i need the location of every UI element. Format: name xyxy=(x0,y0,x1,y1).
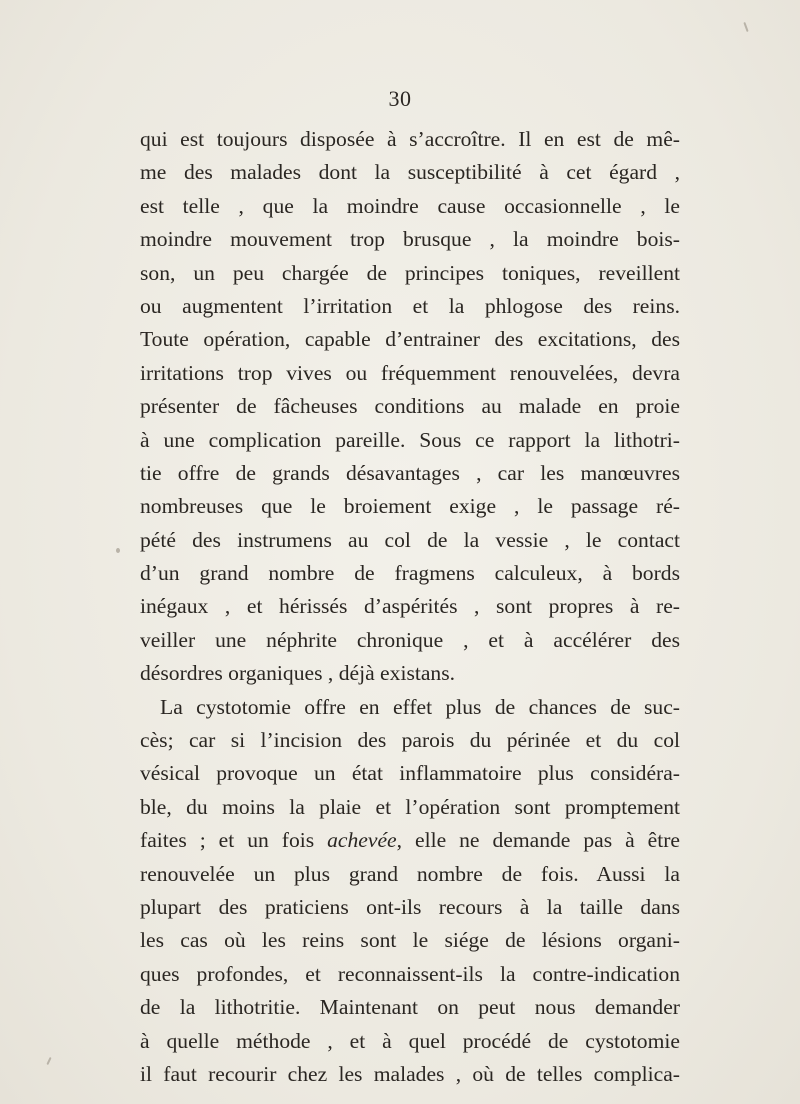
text-line: à une complication pareille. Sous ce rapport la lithotri- xyxy=(140,427,680,452)
paper-speck xyxy=(116,548,120,553)
text-line: moindre mouvement trop brusque , la moindre bois- xyxy=(140,227,680,252)
text-line: plupart des praticiens ont-ils recours à la taille dans xyxy=(140,894,680,919)
text-line: les cas où les reins sont le siége de lésions organi- xyxy=(140,928,680,953)
text-line: inégaux , et hérissés d’aspérités , sont propres à re- xyxy=(140,594,680,619)
italic-word: achevée xyxy=(327,828,397,853)
text-line: irritations trop vives ou fréquemment renouvelées, devra xyxy=(140,360,680,385)
text-line: pété des instrumens au col de la vessie , le contact xyxy=(140,527,680,552)
line-start: faites ; et un fois xyxy=(140,828,315,853)
text-line: tie offre de grands désavantages , car les manœuvres xyxy=(140,460,680,485)
text-line: désordres organiques , déjà existans. xyxy=(140,661,456,686)
body-text xyxy=(140,123,680,1091)
text-line: ques profondes, et reconnaissent-ils la contre-indication xyxy=(140,961,680,986)
text-line: nombreuses que le broiement exige , le passage ré- xyxy=(140,494,680,519)
text-line: d’un grand nombre de fragmens calculeux, à bords xyxy=(140,561,680,586)
text-line: est telle , que la moindre cause occasionnelle , le xyxy=(140,193,680,218)
paragraph-start-line: La cystotomie offre en effet plus de chances de suc- xyxy=(160,694,680,719)
text-line: veiller une néphrite chronique , et à accélérer des xyxy=(140,627,680,652)
text-line: à quelle méthode , et à quel procédé de cystotomie xyxy=(140,1028,680,1053)
text-line: présenter de fâcheuses conditions au malade en proie xyxy=(140,394,680,419)
page-number: 30 xyxy=(388,86,412,111)
line-end: , elle ne demande pas à être xyxy=(396,828,680,853)
text-line: renouvelée un plus grand nombre de fois. Aussi la xyxy=(140,861,680,886)
text-line: Toute opération, capable d’entrainer des excitations, des xyxy=(140,327,680,352)
paper-speck xyxy=(46,1057,51,1065)
text-line: cès; car si l’incision des parois du périnée et du col xyxy=(140,728,680,753)
text-line: me des malades dont la susceptibilité à cet égard , xyxy=(140,160,680,185)
text-line: son, un peu chargée de principes toniques, reveillent xyxy=(140,260,680,285)
text-line-with-italic xyxy=(140,824,680,857)
text-line: qui est toujours disposée à s’accroître. Il en est de mê- xyxy=(140,127,680,151)
text-line: de la lithotritie. Maintenant on peut nous demander xyxy=(140,995,680,1020)
text-line: ou augmentent l’irritation et la phlogose des reins. xyxy=(140,293,680,318)
text-line: ble, du moins la plaie et l’opération sont promptement xyxy=(140,794,680,819)
text-line: il faut recourir chez les malades , où de telles complica- xyxy=(140,1061,680,1086)
paper-speck xyxy=(743,22,748,32)
text-line: vésical provoque un état inflammatoire plus considéra- xyxy=(140,761,680,786)
